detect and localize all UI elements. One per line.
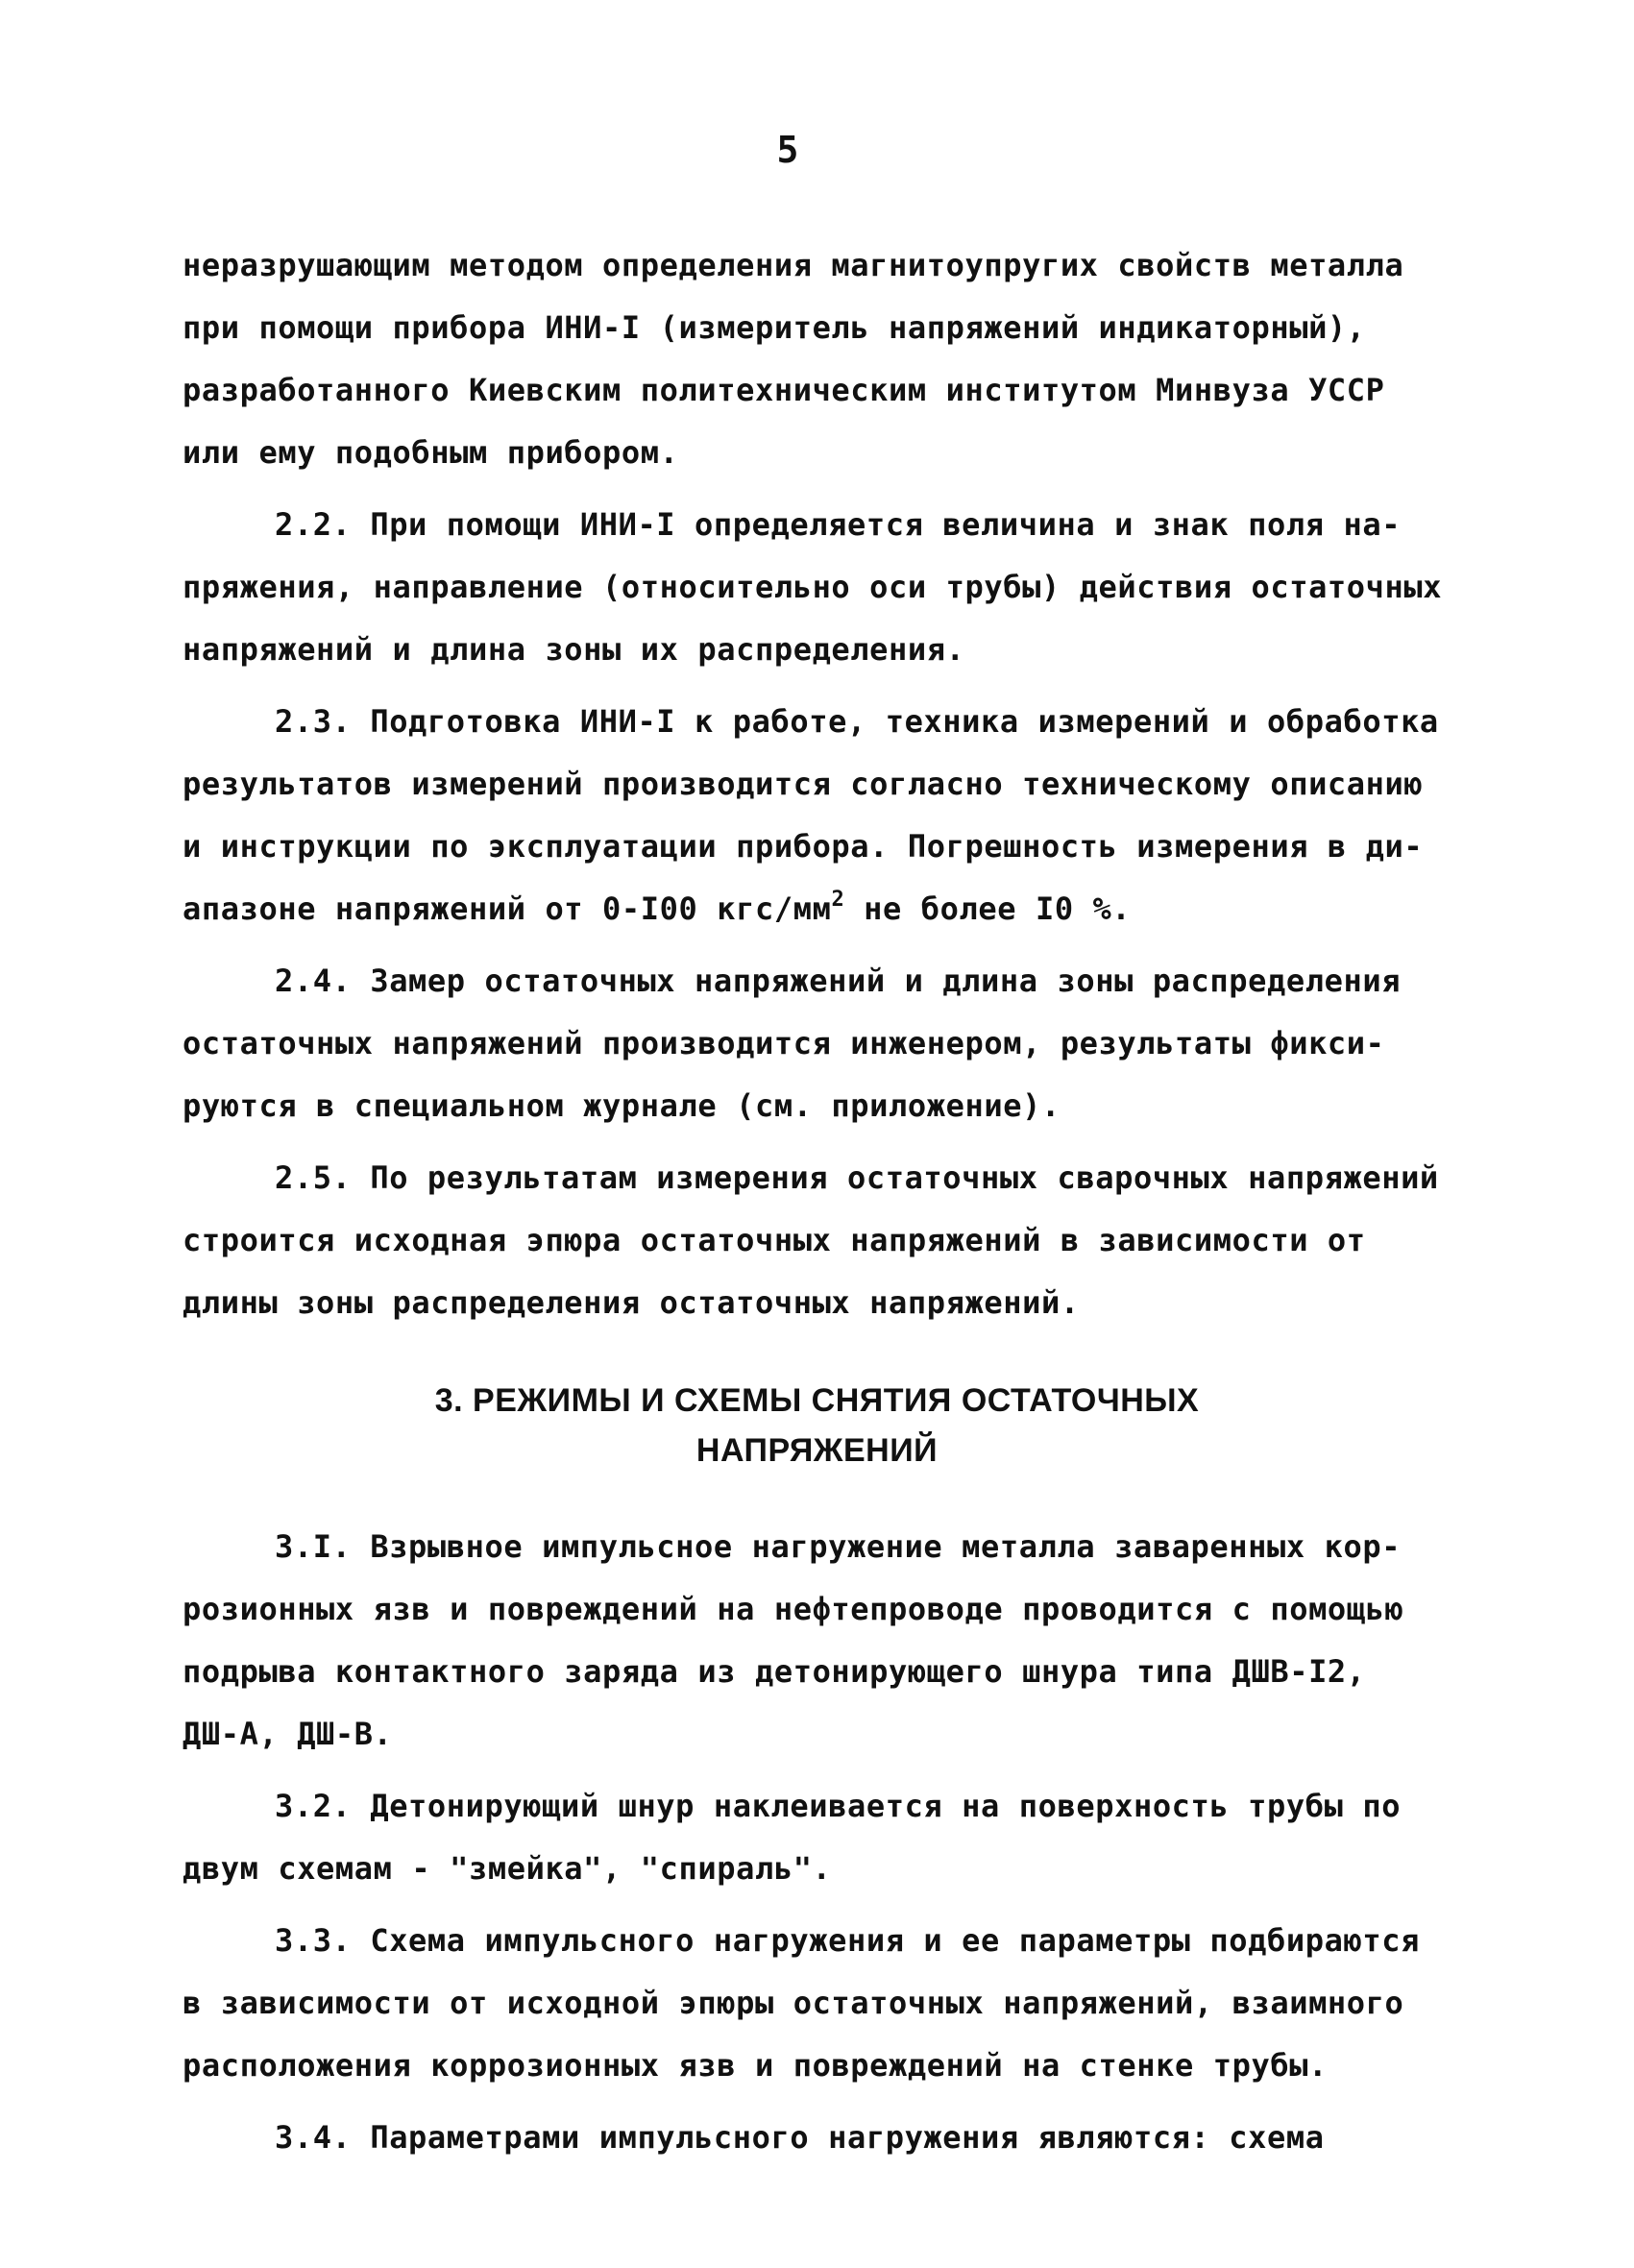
text-line: 3.2. Детонирующий шнур наклеивается на поверхность трубы по [275,1788,1402,1824]
text-line: или ему подобным прибором. [183,434,679,471]
paragraph-3-4 [183,2107,1460,2169]
paragraph-2-3 [183,691,1460,940]
superscript: 2 [831,888,845,912]
text-line: 2.5. По результатам измерения остаточных сварочных напряжений [275,1159,1439,1196]
text-line: расположения коррозионных язв и повреждений на стенке трубы. [183,2047,1328,2084]
text-line: результатов измерений производится согласно техническому описанию [183,766,1424,802]
section-3-body [183,1516,1460,2169]
text-line: розионных язв и повреждений на нефтепроводе проводится с помощью [183,1591,1404,1627]
paragraph-intro [183,234,1460,484]
heading-line: НАПРЯЖЕНИЙ [695,1432,939,1469]
text-line: напряжений и длина зоны их распределения. [183,631,965,668]
text-line: 2.3. Подготовка ИНИ-I к работе, техника измерений и обработка [275,703,1439,740]
text-line: при помощи прибора ИНИ-I (измеритель напряжений индикаторный), [183,309,1366,346]
paragraph-2-2 [183,494,1460,681]
text-line: длины зоны распределения остаточных напряжений. [183,1284,1080,1321]
text-line-with-superscript [183,878,1460,940]
text-line: 3.4. Параметрами импульсного нагружения являются: схема [275,2119,1325,2156]
paragraph-3-3 [183,1910,1460,2097]
paragraph-2-4 [183,950,1460,1137]
page-number: 5 [776,129,799,171]
text-line: 2.2. При помощи ИНИ-I определяется величина и знак поля на- [275,506,1402,543]
text-line: и инструкции по эксплуатации прибора. Погрешность измерения в ди- [183,828,1424,865]
text-line: разработанного Киевским политехническим институтом Минвуза УССР [183,372,1385,408]
section-3-heading [0,1376,1634,1475]
heading-line: 3. РЕЖИМЫ И СХЕМЫ СНЯТИЯ ОСТАТОЧНЫХ [434,1382,1200,1419]
text-line: 3.3. Схема импульсного нагружения и ее параметры подбираются [275,1922,1420,1959]
text-fragment: апазоне напряжений от 0-I00 кгс/мм [183,890,832,927]
text-line: неразрушающим методом определения магнитоупругих свойств металла [183,247,1404,283]
text-line: остаточных напряжений производится инженером, результаты фикси- [183,1025,1385,1061]
text-line: ДШ-А, ДШ-В. [183,1716,393,1752]
text-line: 2.4. Замер остаточных напряжений и длина зоны распределения [275,963,1402,999]
paragraph-2-5 [183,1147,1460,1334]
text-line: в зависимости от исходной эпюры остаточных напряжений, взаимного [183,1985,1404,2021]
text-line: 3.I. Взрывное импульсное нагружение металла заваренных кор- [275,1528,1402,1565]
paragraph-3-2 [183,1775,1460,1900]
text-line: пряжения, направление (относительно оси трубы) действия остаточных [183,569,1443,605]
text-fragment: не более I0 %. [844,890,1132,927]
text-line: руются в специальном журнале (см. приложение). [183,1087,1061,1124]
text-line: двум схемам - "змейка", "спираль". [183,1850,832,1887]
text-line: строится исходная эпюра остаточных напряжений в зависимости от [183,1222,1366,1258]
section-2-body [183,234,1460,1334]
text-line: подрыва контактного заряда из детонирующего шнура типа ДШВ-I2, [183,1653,1366,1690]
paragraph-3-1 [183,1516,1460,1766]
